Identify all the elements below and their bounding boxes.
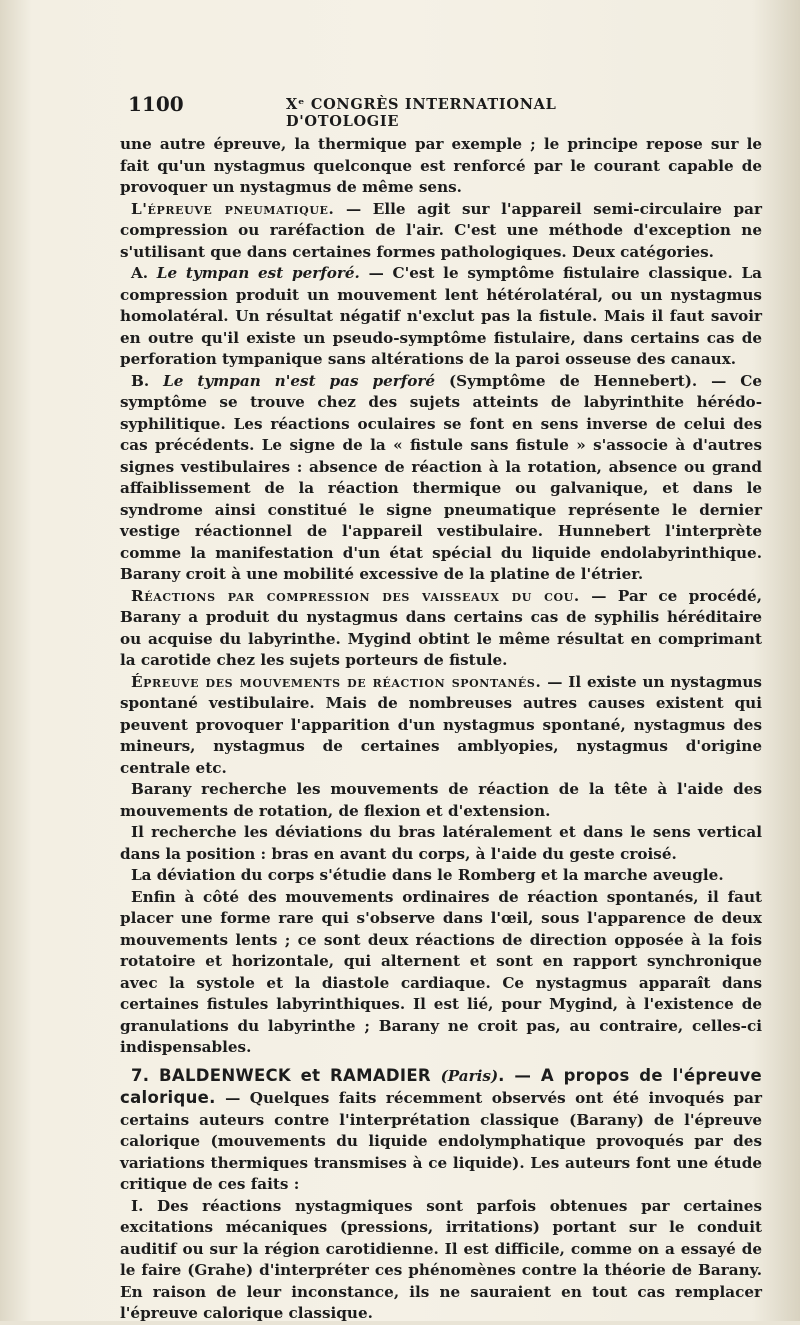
paragraph-corps xyxy=(120,865,762,887)
paragraph-text: — Par ce procédé, Barany a produit du nystagmus dans certains cas de syphilis héréditaire ou acquise du labyrinthe. Mygind obtint le même résultat en comprimant la carotide chez les sujets porteurs de fistule. xyxy=(120,586,762,669)
paragraph-1 xyxy=(120,134,762,199)
paragraph-text: Enfin à côté des mouvements ordinaires de réaction spontanés, il faut placer une forme rare qui s'observe dans l'œil, sous l'apparence de deux mouvements lents ; ce sont deux réactions de direction opposée à la fois rotatoire et horizontale, qui alternent et sont en rapport synchronique avec la systole et la diastole cardiaque. Ce nystagmus apparaît dans certaines fistules labyrinthiques. Il est lié, pour Mygind, à l'existence de granulations du labyrinthe ; Barany ne croit pas, au contraire, celles-ci indispensables. xyxy=(120,887,762,1056)
paragraph-tete xyxy=(120,779,762,822)
section-heading: L'épreuve pneumatique. xyxy=(131,199,335,218)
page-body xyxy=(120,134,762,1325)
paragraph-text: Barany recherche les mouvements de réaction de la tête à l'aide des mouvements de rotation, de flexion et d'extension. xyxy=(120,780,762,820)
paragraph-compression-vaisseaux xyxy=(120,586,762,672)
paragraph-text: Il recherche les déviations du bras latéralement et dans le sens vertical dans la position : bras en avant du corps, à l'aide du geste croisé. xyxy=(120,823,762,863)
entry-title: . — A propos de l'épreuve calorique. xyxy=(120,1065,762,1107)
paragraph-a-tympan-perfore xyxy=(120,263,762,371)
item-heading: Le tympan n'est pas perforé xyxy=(163,371,436,390)
paragraph-epreuve-pneumatique xyxy=(120,199,762,264)
paragraph-forme-rare xyxy=(120,887,762,1059)
entry-city: (Paris) xyxy=(440,1066,499,1085)
paragraph-b-tympan-non-perfore xyxy=(120,371,762,586)
paragraph-text: — Elle agit sur l'appareil semi-circulaire par compression ou raréfaction de l'air. C'est une méthode d'exception ne s'utilisant que dans certaines formes pathologiques. Deux catégories. xyxy=(120,199,762,261)
paragraph-text: — Il existe un nystagmus spontané vestibulaire. Mais de nombreuses autres causes existent qui peuvent provoquer l'apparition d'un nystagmus spontané, nystagmus des mineurs, nystagmus de certaines amblyopies, nystagmus d'origine centrale etc. xyxy=(120,672,762,777)
paragraph-text: I. Des réactions nystagmiques sont parfois obtenues par certaines excitations mécaniques (pressions, irritations) portant sur le conduit auditif ou sur la région carotidienne. Il est difficile, comme on a essayé de le faire (Grahe) d'interpréter ces phénomènes contre la théorie de Barany. En raison de leur inconstance, ils ne sauraient en tout cas remplacer l'épreuve calorique classique. xyxy=(120,1196,762,1322)
paragraph-text: La déviation du corps s'étudie dans le Romberg et la marche aveugle. xyxy=(131,866,724,884)
section-heading: Réactions par compression des vaisseaux du cou. xyxy=(131,586,580,605)
item-heading: Le tympan est perforé. xyxy=(156,264,360,282)
paragraph-text: — Quelques faits récemment observés ont été invoqués par certains auteurs contre l'interprétation classique (Barany) de l'épreuve calorique (mouvements du liquide endolymphatique provoqués par des variations thermiques transmises à ce liquide). Les auteurs font une étude critique de ces faits : xyxy=(120,1089,762,1193)
paragraph-text: — C'est le symptôme fistulaire classique. La compression produit un mouvement lent hétérolatéral, ou un nystagmus homolatéral. Un résultat négatif n'exclut pas la fistule. Mais il faut savoir en outre qu'il existe un pseudo-symptôme fistulaire, dans certains cas de perforation tympanique sans altérations de la paroi osseuse des canaux. xyxy=(120,264,763,368)
entry-authors: 7. BALDENWECK et RAMADIER xyxy=(131,1065,441,1085)
paragraph-baldenweck-ramadier xyxy=(120,1065,762,1196)
page-header xyxy=(128,92,658,130)
item-label: B. xyxy=(131,371,164,390)
paragraph-mouvements-spontanes xyxy=(120,672,762,780)
page-number: 1100 xyxy=(128,92,184,116)
paragraph-bras xyxy=(120,822,762,865)
item-label: A. xyxy=(131,264,157,282)
paragraph-text: (Symptôme de Hennebert). — Ce symptôme se trouve chez des sujets atteints de labyrinthite hérédo-syphilitique. Les réactions oculaires se font en sens inverse de celui des cas précédents. Le signe de la « fistule sans fistule » s'associe à d'autres signes vestibulaires : absence de réaction à la rotation, absence ou grand affaiblissement de la réaction thermique ou galvanique, et dans le syndrome ainsi constitué le signe pneumatique représente le dernier vestige réactionnel de l'appareil vestibulaire. Hunnebert l'interprète comme la manifestation d'un état spécial du liquide endolabyrinthique. Barany croit à une mobilité excessive de la platine de l'étrier. xyxy=(120,371,762,583)
section-heading: Épreuve des mouvements de réaction spontanés. xyxy=(131,672,542,691)
paragraph-text: une autre épreuve, la thermique par exemple ; le principe repose sur le fait qu'un nystagmus quelconque est renforcé par le courant capable de provoquer un nystagmus de même sens. xyxy=(120,135,762,196)
paragraph-i-reactions xyxy=(120,1196,762,1325)
running-title: Xᵉ CONGRÈS INTERNATIONAL D'OTOLOGIE xyxy=(286,96,557,130)
